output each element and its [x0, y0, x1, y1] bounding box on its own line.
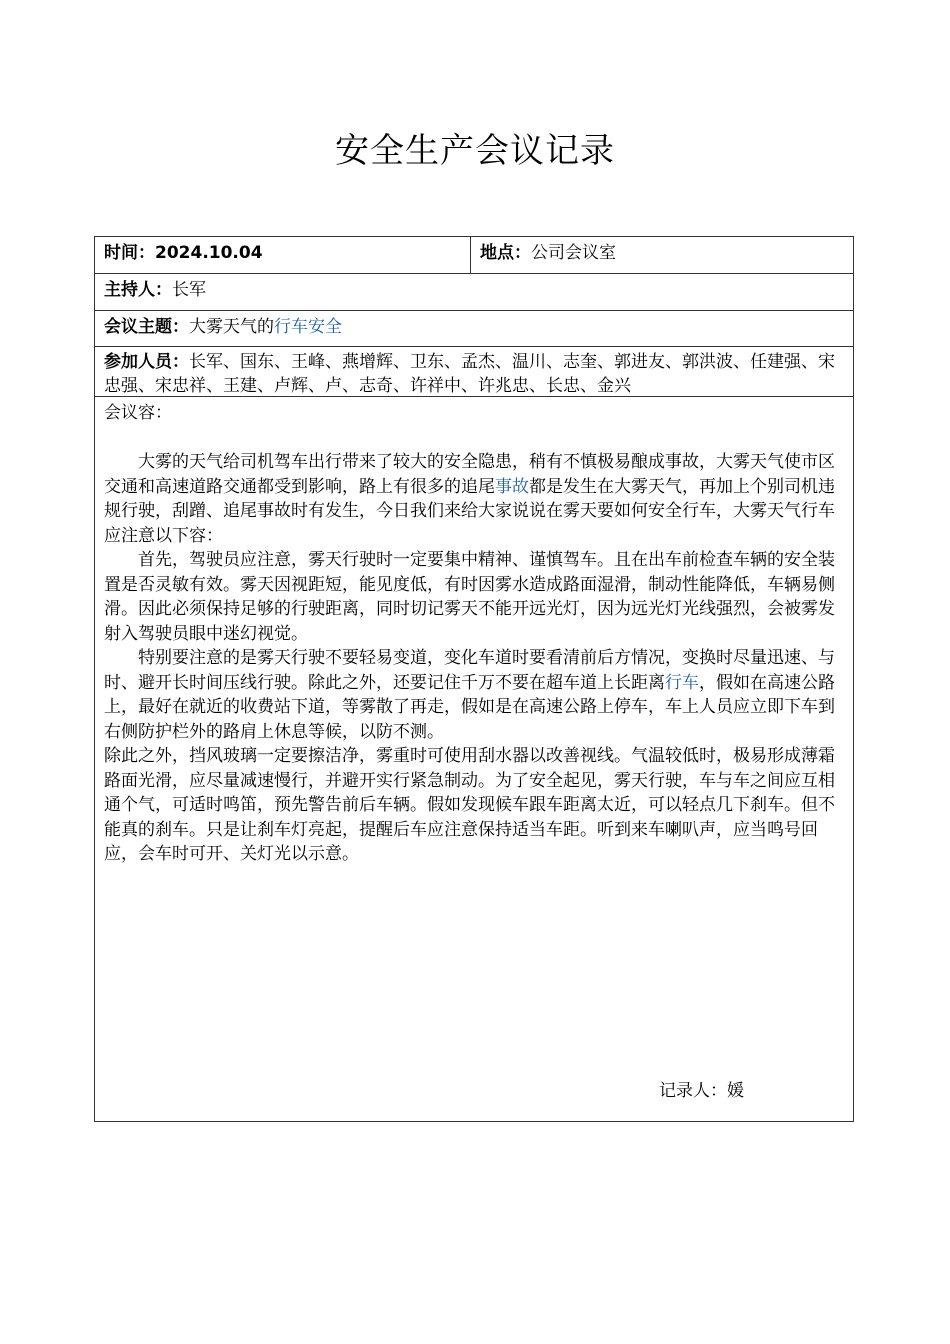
paragraph-lane-change-text-a: 特别要注意的是雾天行驶不要轻易变道，变化车道时要看清前后方情况，变换时尽量迅速、与时、避开长时间压线行驶。除此之外，还要记住千万不要在超车道上长距离 [104, 648, 835, 693]
time-label: 时间： [104, 243, 155, 263]
recorder-label: 记录人： [659, 1081, 727, 1101]
driving-link[interactable]: 行车 [665, 672, 699, 693]
topic-cell [95, 311, 853, 346]
host-label: 主持人： [104, 280, 172, 300]
place-label: 地点： [480, 243, 531, 263]
host-row [95, 274, 853, 311]
paragraph-windshield: 除此之外，挡风玻璃一定要擦洁净，雾重时可使用刮水器以改善视线。气温较低时，极易形成薄霜路面光滑，应尽量减速慢行，并避开实行紧急制动。为了安全起见，雾天行驶，车与车之间应互相通个气，可适时鸣笛，预先警告前后车辆。假如发现候车跟车距离太近，可以轻点几下刹车。但不能真的刹车。只是让刹车灯亮起，提醒后车应注意保持适当车距。听到来车喇叭声，应当鸣号回应，会车时可开、关灯光以示意。 [104, 746, 835, 864]
topic-prefix: 大雾天气的 [189, 317, 274, 337]
paragraph-driver-attention: 首先，驾驶员应注意，雾天行驶时一定要集中精神、谨慎驾车。且在出车前检查车辆的安全装置是否灵敏有效。雾天因视距短，能见度低，有时因雾水造成路面湿滑，制动性能降低，车辆易侧滑。因此必须保持足够的行驶距离，同时切记雾天不能开远光灯，因为远光灯光线强烈，会被雾发射入驾驶员眼中迷幻视觉。 [104, 550, 835, 644]
meeting-content [95, 397, 853, 1121]
paragraph-lane-change-text-b: ，假如在高速公路上，最好在就近的收费站下道，等雾散了再走，假如是在高速公路上停车，车上人员应立即下车到右侧防护栏外的路肩上休息等候，以防不测。 [104, 672, 835, 742]
attendees-row [95, 347, 853, 397]
paragraph-intro [104, 450, 845, 548]
time-place-row [95, 237, 853, 274]
attendees-cell [95, 347, 853, 396]
time-value: 2024.10.04 [155, 243, 263, 263]
host-cell [95, 274, 853, 310]
content-label: 会议容： [104, 403, 172, 423]
topic-link[interactable]: 行车安全 [274, 317, 342, 337]
paragraph-intro-text-b: 都是发生在大雾天气，再加上个别司机违规行驶，刮蹭、追尾事故时有发生，今日我们来给大家说说在雾天要如何安全行车，大雾天气行车应注意以下容： [104, 476, 835, 546]
blank-line [104, 426, 845, 451]
recorder [659, 1079, 744, 1103]
meeting-record-form [94, 236, 854, 1122]
topic-row [95, 311, 853, 347]
topic-label: 会议主题： [104, 317, 189, 337]
paragraph-intro-text-a: 大雾的天气给司机驾车出行带来了较大的安全隐患，稍有不慎极易酿成事故，大雾天气使市区交通和高速道路交通都受到影响，路上有很多的追尾 [104, 452, 835, 497]
attendees-value: 长军、国东、王峰、燕增辉、卫东、孟杰、温川、志奎、郭进友、郭洪波、任建强、宋忠强、宋忠祥、王建、卢辉、卢、志奇、许祥中、许兆忠、长忠、金兴 [104, 352, 835, 396]
paragraph-lane-change [104, 646, 845, 744]
place-cell [471, 237, 853, 273]
recorder-value: 媛 [727, 1081, 744, 1101]
time-cell [95, 237, 471, 273]
place-value: 公司会议室 [531, 243, 616, 263]
page-title: 安全生产会议记录 [335, 131, 615, 171]
accident-link[interactable]: 事故 [495, 476, 529, 497]
attendees-label: 参加人员： [104, 352, 189, 372]
host-value: 长军 [172, 280, 206, 300]
